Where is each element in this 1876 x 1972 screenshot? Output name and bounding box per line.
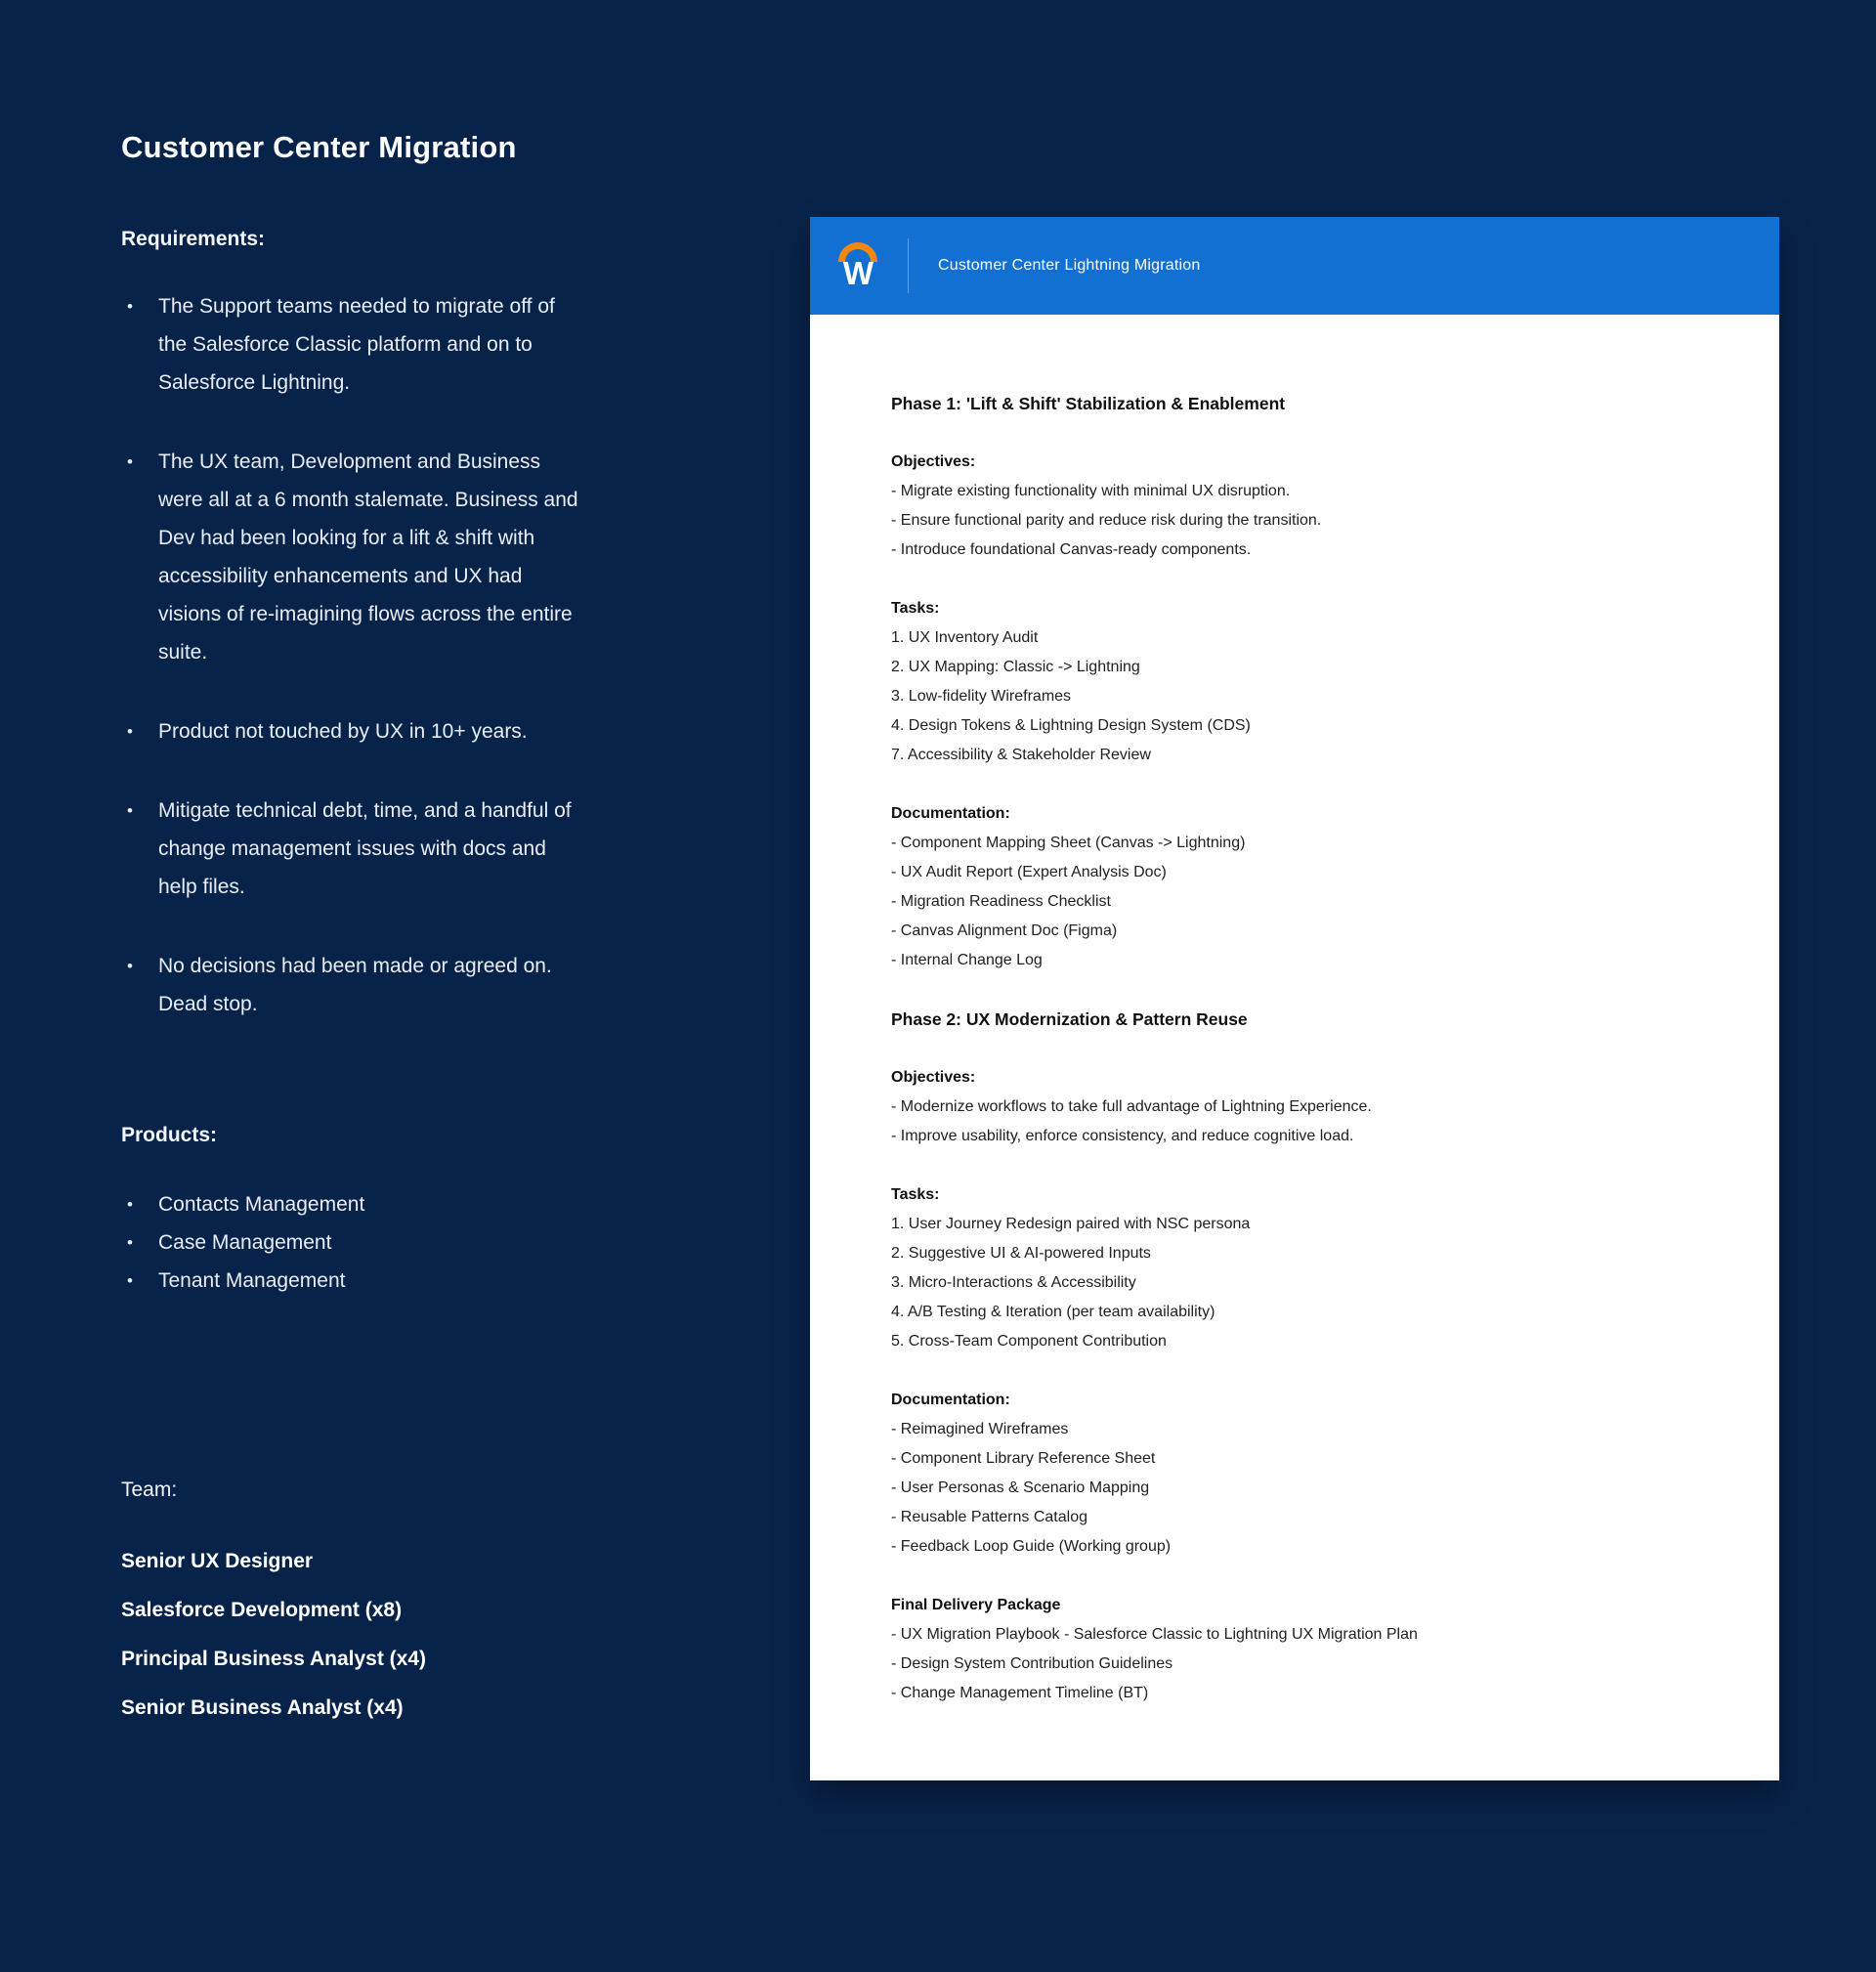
products-list (121, 1185, 629, 1300)
team-member-role: Senior Business Analyst (x4) (121, 1696, 404, 1719)
requirement-item (121, 947, 588, 1023)
document-header-title: Customer Center Lightning Migration (938, 257, 1201, 274)
bullet-dot-icon: • (127, 801, 133, 820)
bullet-dot-icon: • (127, 957, 133, 975)
phase2-documentation-block (891, 1386, 1740, 1562)
doc-line: - Feedback Loop Guide (Working group) (891, 1538, 1172, 1555)
phase1-documentation-block (891, 799, 1740, 975)
objectives-label: Objectives: (891, 1069, 976, 1086)
team-member-role: Principal Business Analyst (x4) (121, 1648, 426, 1670)
doc-line: - UX Migration Playbook - Salesforce Classic to Lightning UX Migration Plan (891, 1626, 1418, 1643)
doc-line: - UX Audit Report (Expert Analysis Doc) (891, 864, 1167, 880)
doc-line: - Internal Change Log (891, 952, 1043, 968)
requirements-list (121, 287, 629, 1064)
product-text: Contacts Management (158, 1193, 365, 1216)
documentation-lines (891, 829, 1740, 975)
objectives-label: Objectives: (891, 453, 976, 470)
phase2-objectives-block (891, 1063, 1740, 1151)
bullet-dot-icon: • (127, 722, 133, 741)
documentation-label: Documentation: (891, 1392, 1010, 1408)
doc-line: - Introduce foundational Canvas-ready components. (891, 541, 1252, 558)
team-member-role: Senior UX Designer (121, 1550, 314, 1572)
objectives-lines (891, 477, 1740, 565)
bullet-dot-icon: • (127, 452, 133, 471)
product-item (121, 1185, 629, 1223)
documentation-label: Documentation: (891, 805, 1010, 822)
doc-line: - User Personas & Scenario Mapping (891, 1479, 1150, 1496)
doc-line: - Component Mapping Sheet (Canvas -> Lightning) (891, 835, 1246, 851)
team-list (121, 1548, 629, 1743)
requirement-item (121, 712, 588, 750)
product-text: Case Management (158, 1231, 332, 1254)
final-delivery-label: Final Delivery Package (891, 1597, 1061, 1613)
documentation-lines (891, 1415, 1740, 1562)
bullet-dot-icon: • (127, 1271, 133, 1290)
team-member-role: Salesforce Development (x8) (121, 1599, 403, 1621)
products-label: Products: (121, 1124, 218, 1146)
final-delivery-lines (891, 1620, 1740, 1708)
doc-line: 4. Design Tokens & Lightning Design System (CDS) (891, 717, 1251, 734)
workday-letter: W (842, 254, 874, 291)
doc-line: - Component Library Reference Sheet (891, 1450, 1156, 1467)
doc-line: - Improve usability, enforce consistency, and reduce cognitive load. (891, 1128, 1354, 1144)
team-label: Team: (121, 1479, 178, 1501)
tasks-lines (891, 623, 1740, 770)
tasks-label: Tasks: (891, 600, 940, 617)
phase2-tasks-block (891, 1180, 1740, 1356)
page-title: Customer Center Migration (121, 130, 517, 164)
doc-line: - Design System Contribution Guidelines (891, 1655, 1173, 1672)
requirement-text: The Support teams needed to migrate off of the Salesforce Classic platform and on to Salesforce Lightning. (158, 295, 555, 394)
doc-line: - Reimagined Wireframes (891, 1421, 1069, 1437)
doc-line: - Migration Readiness Checklist (891, 893, 1111, 910)
document-body (810, 315, 1779, 1780)
requirement-text: Product not touched by UX in 10+ years. (158, 720, 528, 743)
bullet-dot-icon: • (127, 297, 133, 316)
doc-line: 7. Accessibility & Stakeholder Review (891, 747, 1151, 763)
doc-line: - Ensure functional parity and reduce risk during the transition. (891, 512, 1322, 529)
phase2-heading: Phase 2: UX Modernization & Pattern Reuse (891, 1009, 1248, 1029)
requirement-item (121, 792, 588, 906)
doc-line: 3. Micro-Interactions & Accessibility (891, 1274, 1136, 1291)
requirement-text: Mitigate technical debt, time, and a handful of change management issues with docs and help files. (158, 799, 572, 898)
requirement-item (121, 287, 588, 402)
requirements-label: Requirements: (121, 228, 266, 250)
requirement-text: No decisions had been made or agreed on. Dead stop. (158, 955, 552, 1015)
objectives-lines (891, 1093, 1740, 1151)
doc-line: 1. UX Inventory Audit (891, 629, 1039, 646)
doc-line: - Modernize workflows to take full advantage of Lightning Experience. (891, 1098, 1372, 1115)
phase1-heading: Phase 1: 'Lift & Shift' Stabilization & Enablement (891, 394, 1286, 413)
product-item (121, 1262, 629, 1300)
doc-line: 4. A/B Testing & Iteration (per team availability) (891, 1304, 1215, 1320)
requirement-item (121, 443, 588, 671)
doc-line: - Change Management Timeline (BT) (891, 1685, 1149, 1701)
product-text: Tenant Management (158, 1269, 346, 1292)
header-divider (908, 238, 909, 293)
doc-line: 2. UX Mapping: Classic -> Lightning (891, 659, 1140, 675)
requirement-text: The UX team, Development and Business were all at a 6 month stalemate. Business and Dev had been looking for a lift & shift with accessibility enhancements and UX had visions of re-imagining flows across the entire suite. (158, 450, 578, 664)
doc-line: 3. Low-fidelity Wireframes (891, 688, 1072, 705)
tasks-label: Tasks: (891, 1186, 940, 1203)
doc-line: - Migrate existing functionality with minimal UX disruption. (891, 483, 1291, 499)
doc-line: 2. Suggestive UI & AI-powered Inputs (891, 1245, 1151, 1262)
tasks-lines (891, 1210, 1740, 1356)
doc-line: 1. User Journey Redesign paired with NSC persona (891, 1216, 1251, 1232)
document-header (810, 217, 1779, 315)
product-item (121, 1223, 629, 1262)
doc-line: - Reusable Patterns Catalog (891, 1509, 1087, 1525)
bullet-dot-icon: • (127, 1233, 133, 1252)
bullet-dot-icon: • (127, 1195, 133, 1214)
phase1-objectives-block (891, 448, 1740, 565)
document-card (810, 217, 1779, 1780)
final-delivery-block (891, 1591, 1740, 1708)
doc-line: - Canvas Alignment Doc (Figma) (891, 922, 1118, 939)
workday-logo-icon (833, 242, 882, 290)
doc-line: 5. Cross-Team Component Contribution (891, 1333, 1167, 1350)
phase1-tasks-block (891, 594, 1740, 770)
